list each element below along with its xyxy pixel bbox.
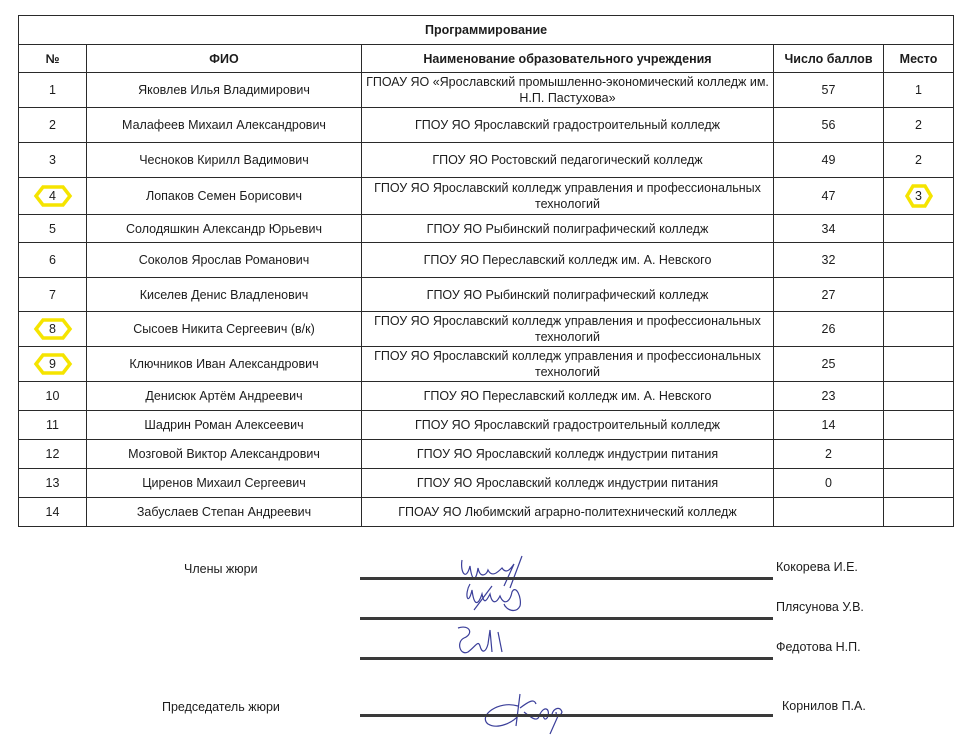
- score-value: 26: [774, 312, 884, 347]
- column-header-score: Число баллов: [774, 45, 884, 73]
- place-value: 1: [884, 73, 954, 108]
- institution-name: ГПОУ ЯО Ярославский градостроительный колледж: [362, 411, 774, 440]
- jury-members-label: Члены жюри: [184, 562, 258, 576]
- column-header-place: Место: [884, 45, 954, 73]
- row-number: 1: [19, 73, 87, 108]
- score-value: 47: [774, 178, 884, 215]
- participant-name: Шадрин Роман Алексеевич: [87, 411, 362, 440]
- row-number: 11: [19, 411, 87, 440]
- participant-name: Солодяшкин Александр Юрьевич: [87, 215, 362, 243]
- jury-member-name: Кокорева И.Е.: [776, 560, 858, 574]
- place-value: [884, 347, 954, 382]
- table-row: [19, 498, 954, 527]
- signature-fedotova-icon: [450, 622, 520, 662]
- jury-member-name: Федотова Н.П.: [776, 640, 861, 654]
- signature-kokoreva-icon: [452, 552, 562, 592]
- row-number: [19, 312, 87, 347]
- place-value-text: 3: [915, 189, 922, 203]
- participant-name: Мозговой Виктор Александрович: [87, 440, 362, 469]
- table-row: [19, 469, 954, 498]
- row-number: 13: [19, 469, 87, 498]
- row-number: 2: [19, 108, 87, 143]
- column-header-name: ФИО: [87, 45, 362, 73]
- institution-name: ГПОУ ЯО Ярославский колледж индустрии питания: [362, 469, 774, 498]
- institution-name: ГПОУ ЯО Ярославский колледж управления и профессиональных технологий: [362, 178, 774, 215]
- row-number-text: 4: [49, 189, 56, 203]
- place-value: [884, 243, 954, 278]
- table-row: [19, 411, 954, 440]
- row-number: 12: [19, 440, 87, 469]
- score-value: 57: [774, 73, 884, 108]
- row-number: [19, 178, 87, 215]
- highlighted-value: [49, 356, 56, 372]
- score-value: 56: [774, 108, 884, 143]
- participant-name: Забуслаев Степан Андреевич: [87, 498, 362, 527]
- participant-name: Соколов Ярослав Романович: [87, 243, 362, 278]
- table-row: [19, 215, 954, 243]
- institution-name: ГПОУ ЯО Ростовский педагогический колледж: [362, 143, 774, 178]
- table-title-row: [19, 16, 954, 45]
- row-number: 7: [19, 278, 87, 312]
- score-value: 32: [774, 243, 884, 278]
- place-value: [884, 312, 954, 347]
- participant-name: Чесноков Кирилл Вадимович: [87, 143, 362, 178]
- table-header-row: [19, 45, 954, 73]
- table-row: [19, 178, 954, 215]
- place-value: [884, 411, 954, 440]
- institution-name: ГПОУ ЯО Ярославский колледж управления и профессиональных технологий: [362, 312, 774, 347]
- score-value: 34: [774, 215, 884, 243]
- place-value: [884, 178, 954, 215]
- row-number: 10: [19, 382, 87, 411]
- score-value: 49: [774, 143, 884, 178]
- row-number: 5: [19, 215, 87, 243]
- table-row: [19, 143, 954, 178]
- score-value: 25: [774, 347, 884, 382]
- participant-name: Яковлев Илья Владимирович: [87, 73, 362, 108]
- jury-chair-name: Корнилов П.А.: [782, 699, 866, 713]
- table-row: [19, 382, 954, 411]
- row-number: [19, 347, 87, 382]
- place-value: [884, 215, 954, 243]
- row-number-text: 8: [49, 322, 56, 336]
- table-row: [19, 278, 954, 312]
- institution-name: ГПОУ ЯО Рыбинский полиграфический колледж: [362, 215, 774, 243]
- table-title: Программирование: [19, 16, 954, 45]
- jury-member-name: Плясунова У.В.: [776, 600, 864, 614]
- place-value: [884, 278, 954, 312]
- table-row: [19, 312, 954, 347]
- participant-name: Сысоев Никита Сергеевич (в/к): [87, 312, 362, 347]
- table-row: [19, 243, 954, 278]
- score-value: 2: [774, 440, 884, 469]
- institution-name: ГПОАУ ЯО «Ярославский промышленно-экономический колледж им. Н.П. Пастухова»: [362, 73, 774, 108]
- participant-name: Ключников Иван Александрович: [87, 347, 362, 382]
- table-row: [19, 440, 954, 469]
- row-number-text: 9: [49, 357, 56, 371]
- signature-line-3: [360, 657, 773, 660]
- participant-name: Денисюк Артём Андреевич: [87, 382, 362, 411]
- institution-name: ГПОАУ ЯО Любимский аграрно-политехнический колледж: [362, 498, 774, 527]
- place-value: [884, 498, 954, 527]
- place-value: [884, 469, 954, 498]
- score-value: 23: [774, 382, 884, 411]
- institution-name: ГПОУ ЯО Ярославский градостроительный колледж: [362, 108, 774, 143]
- place-value: [884, 440, 954, 469]
- score-value: 14: [774, 411, 884, 440]
- participant-name: Малафеев Михаил Александрович: [87, 108, 362, 143]
- table-row: [19, 73, 954, 108]
- table-row: [19, 347, 954, 382]
- row-number: 6: [19, 243, 87, 278]
- institution-name: ГПОУ ЯО Ярославский колледж управления и профессиональных технологий: [362, 347, 774, 382]
- column-header-number: №: [19, 45, 87, 73]
- place-value: 2: [884, 108, 954, 143]
- column-header-institution: Наименование образовательного учреждения: [362, 45, 774, 73]
- signature-line-chair: [360, 714, 773, 717]
- participant-name: Лопаков Семен Борисович: [87, 178, 362, 215]
- highlighted-value: [915, 188, 922, 204]
- jury-chair-label: Председатель жюри: [162, 700, 280, 714]
- signature-kornilov-icon: [338, 686, 678, 736]
- place-value: 2: [884, 143, 954, 178]
- institution-name: ГПОУ ЯО Рыбинский полиграфический колледж: [362, 278, 774, 312]
- row-number: 14: [19, 498, 87, 527]
- highlighted-value: [49, 321, 56, 337]
- signature-plyasunova-icon: [456, 580, 546, 616]
- institution-name: ГПОУ ЯО Переславский колледж им. А. Невского: [362, 382, 774, 411]
- highlighted-value: [49, 188, 56, 204]
- score-value: 27: [774, 278, 884, 312]
- row-number: 3: [19, 143, 87, 178]
- participant-name: Киселев Денис Владленович: [87, 278, 362, 312]
- score-value: 0: [774, 469, 884, 498]
- table-row: [19, 108, 954, 143]
- signature-line-1: [360, 577, 773, 580]
- results-table: [18, 15, 954, 527]
- institution-name: ГПОУ ЯО Переславский колледж им. А. Невского: [362, 243, 774, 278]
- institution-name: ГПОУ ЯО Ярославский колледж индустрии питания: [362, 440, 774, 469]
- participant-name: Циренов Михаил Сергеевич: [87, 469, 362, 498]
- score-value: [774, 498, 884, 527]
- place-value: [884, 382, 954, 411]
- signature-line-2: [360, 617, 773, 620]
